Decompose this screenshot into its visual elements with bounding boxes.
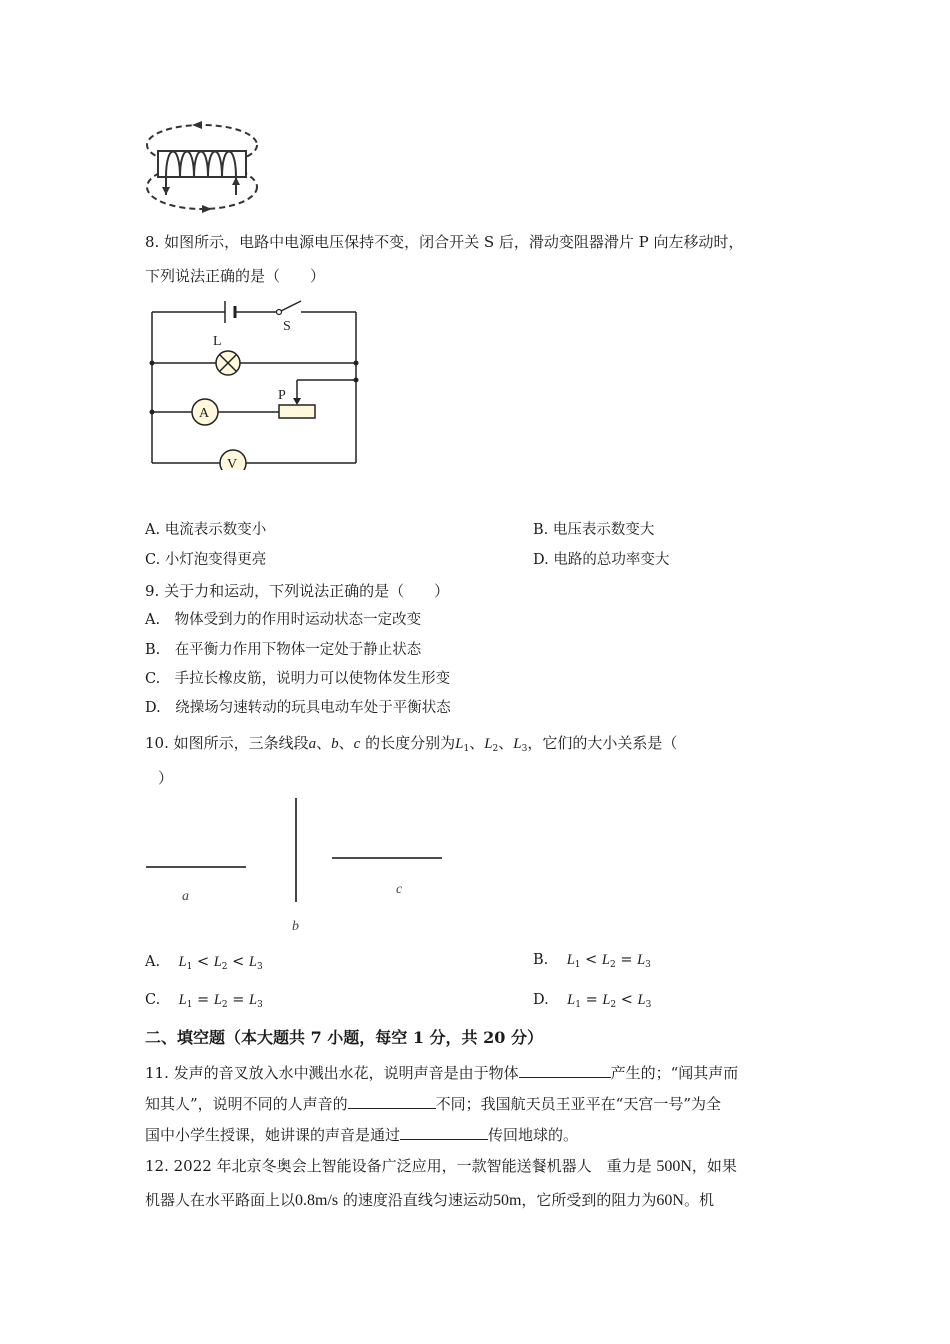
lamp-label: L: [213, 334, 222, 349]
q10-option-c: [145, 990, 263, 1015]
q10-L2: L: [484, 736, 493, 752]
q10-b-op2: =: [620, 952, 633, 968]
q10-c-L3: L: [249, 992, 258, 1008]
q10-d-L3: L: [637, 992, 646, 1008]
q10-d-L1-sub: 1: [575, 1000, 581, 1010]
q12-line2-c: ，它所受到的阻力为: [521, 1191, 657, 1209]
q8-option-b: B. 电压表示数变大: [533, 522, 655, 538]
q10-sep-4: 、: [498, 734, 514, 752]
q10-option-b-letter: B.: [533, 952, 549, 968]
q10-seg-c: c: [353, 736, 361, 752]
q10-a-L1: L: [178, 954, 187, 970]
q10-d-L2: L: [602, 992, 611, 1008]
q9-option-a: A. 物体受到力的作用时运动状态一定改变: [145, 612, 422, 628]
q10-stem-prefix: 10. 如图所示，三条线段: [145, 734, 309, 752]
q10-d-op1: =: [585, 992, 598, 1008]
q12-line2-d: 。机: [683, 1191, 714, 1209]
q10-d-op2: <: [620, 992, 633, 1008]
slider-label: P: [278, 388, 286, 403]
q12-line2-a: 机器人在水平路面上以: [145, 1191, 296, 1209]
q9-option-c: C. 手拉长橡皮筋，说明力可以使物体发生形变: [145, 671, 451, 687]
q10-d-L3-sub: 3: [645, 1000, 652, 1010]
solenoid-figure: [140, 115, 265, 217]
q10-option-d-letter: D.: [533, 992, 549, 1008]
ammeter-label: A: [199, 406, 210, 421]
q10-d-L1: L: [567, 992, 576, 1008]
q12-weight: 500N: [656, 1158, 692, 1175]
q10-c-L1: L: [178, 992, 187, 1008]
q8-stem-line1: 8. 如图所示，电路中电源电压保持不变，闭合开关 S 后，滑动变阻器滑片 P 向左移动时，: [145, 233, 744, 251]
switch-label: S: [283, 319, 291, 334]
q10-b-L2: L: [601, 952, 610, 968]
q10-c-L3-sub: 3: [257, 1000, 263, 1010]
q10-c-L2-sub: 2: [221, 1000, 228, 1010]
segment-a-label: a: [182, 889, 189, 904]
q10-stem-suffix: ，它们的大小关系是（: [527, 734, 678, 752]
q12-resistance: 60N: [656, 1192, 684, 1209]
q10-a-op1: <: [196, 954, 210, 970]
q10-option-c-letter: C.: [145, 992, 161, 1008]
q10-L3: L: [513, 736, 522, 752]
segment-b-label: b: [292, 919, 299, 934]
q11-blank-1[interactable]: [519, 1062, 611, 1078]
section-heading: 二、填空题（本大题共 7 小题，每空 1 分，共 20 分）: [145, 1028, 543, 1047]
q10-a-L1-sub: 1: [186, 962, 193, 972]
q11-line3-a: 国中小学生授课，她讲课的声音是通过: [145, 1126, 401, 1144]
q11-line3-b: 传回地球的。: [488, 1126, 579, 1144]
q10-option-b: [533, 950, 651, 975]
segments-figure: [140, 795, 460, 940]
q12-line2: [145, 1190, 714, 1211]
q10-b-L1-sub: 1: [574, 960, 581, 970]
q10-d-L2-sub: 2: [610, 1000, 617, 1010]
q9-option-d: D. 绕操场匀速转动的玩具电动车处于平衡状态: [145, 700, 451, 716]
q10-seg-a: a: [308, 736, 317, 752]
q10-option-d: [533, 990, 651, 1015]
q11-line3: [145, 1124, 578, 1145]
circuit-diagram: [145, 295, 365, 470]
q10-sep-2: 、: [338, 734, 354, 752]
q10-c-L2: L: [213, 992, 222, 1008]
q10-L3-sub: 3: [521, 744, 528, 754]
q10-stem-mid: 的长度分别为: [360, 734, 456, 752]
q10-L1-sub: 1: [463, 744, 470, 754]
q8-option-d: D. 电路的总功率变大: [533, 552, 670, 568]
q11-line2-b: 不同；我国航天员王亚平在“天宫一号”为全: [435, 1095, 722, 1113]
q12-distance: 50m: [492, 1192, 522, 1209]
q11-line1: [145, 1062, 738, 1083]
q11-line1-b: 产生的；“闻其声而: [610, 1064, 739, 1082]
q12-speed: 0.8m/s: [295, 1192, 339, 1209]
q10-b-op1: <: [585, 952, 598, 968]
q10-b-L2-sub: 2: [609, 960, 616, 970]
q12-line1-a: 12. 2022 年北京冬奥会上智能设备广泛应用，一款智能送餐机器人 重力是: [145, 1157, 652, 1175]
q11-blank-3[interactable]: [400, 1124, 488, 1140]
q10-stem-line1: [145, 733, 677, 759]
q12-line1: [145, 1156, 737, 1177]
q10-L1: L: [455, 736, 464, 752]
q10-sep-3: 、: [469, 734, 485, 752]
q11-line2: [145, 1093, 721, 1114]
q10-option-a: [145, 952, 263, 977]
q8-stem-line2: 下列说法正确的是（ ）: [145, 267, 326, 285]
q10-b-L3-sub: 3: [645, 960, 651, 970]
q10-c-L1-sub: 1: [186, 1000, 193, 1010]
voltmeter-label: V: [227, 457, 238, 470]
q10-a-L3: L: [248, 954, 257, 970]
q10-c-op2: =: [232, 992, 245, 1008]
q9-stem: 9. 关于力和运动，下列说法正确的是（ ）: [145, 582, 450, 600]
q10-a-L3-sub: 3: [256, 962, 263, 972]
q10-b-L1: L: [566, 952, 575, 968]
q12-line1-b: ，如果: [691, 1157, 737, 1175]
q11-line2-a: 知其人”，说明不同的人声音的: [145, 1095, 348, 1113]
q10-a-L2: L: [213, 954, 222, 970]
q10-b-L3: L: [637, 952, 646, 968]
q10-a-op2: <: [232, 954, 245, 970]
q11-blank-2[interactable]: [348, 1093, 436, 1109]
q10-stem-line2: ）: [158, 769, 174, 787]
q9-option-b: B. 在平衡力作用下物体一定处于静止状态: [145, 642, 422, 658]
q8-option-a: A. 电流表示数变小: [145, 522, 267, 538]
segment-c-label: c: [396, 882, 403, 897]
q10-sep-1: 、: [316, 734, 332, 752]
q10-seg-b: b: [331, 736, 339, 752]
q11-line1-a: 11. 发声的音叉放入水中溅出水花，说明声音是由于物体: [145, 1064, 519, 1082]
q12-line2-b: 的速度沿直线匀速运动: [342, 1191, 493, 1209]
q10-option-a-letter: A.: [145, 954, 161, 970]
q10-a-L2-sub: 2: [221, 962, 228, 972]
q10-L2-sub: 2: [492, 744, 499, 754]
q10-c-op1: =: [197, 992, 210, 1008]
q8-option-c: C. 小灯泡变得更亮: [145, 552, 267, 568]
